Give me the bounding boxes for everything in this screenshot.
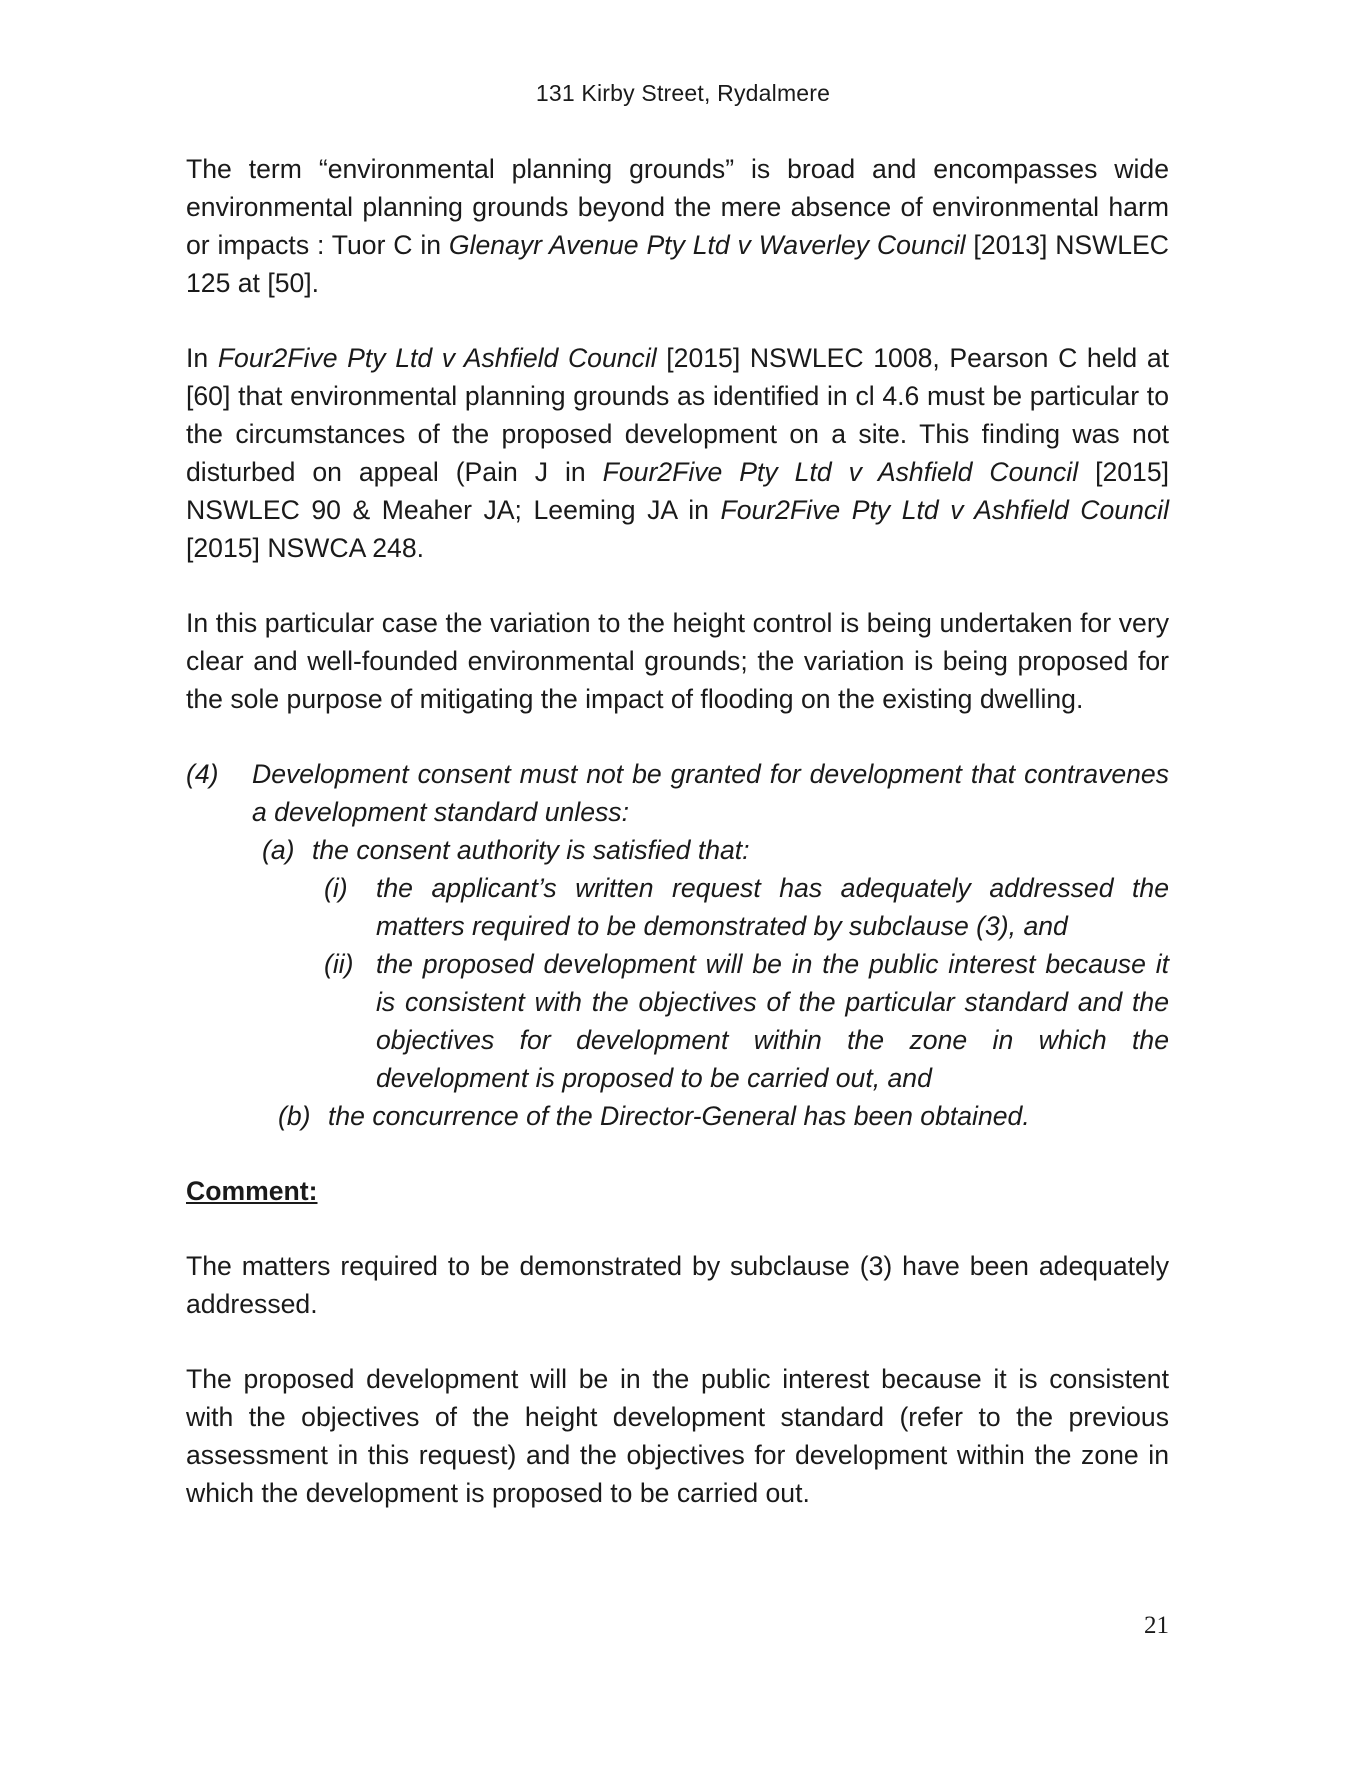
clause-4-quote: [186, 755, 1169, 1135]
paragraph-text: [2015] NSWLEC 90 & Meaher JA; Leeming JA in: [186, 457, 1170, 525]
clause-text: the concurrence of the Director-General has been obtained.: [328, 1101, 1030, 1131]
paragraph-environmental-grounds: [186, 150, 1169, 302]
clause-4: [186, 755, 1169, 831]
clause-4a-i: [324, 869, 1169, 945]
paragraph-matters-addressed: The matters required to be demonstrated by subclause (3) have been adequately addressed.: [186, 1251, 1169, 1319]
paragraph-particular-case: In this particular case the variation to the height control is being undertaken for very clear and well-founded environmental grounds; the variation is being proposed for the sole purpose of mitigating the impact of flooding on the existing dwelling.: [186, 608, 1169, 714]
paragraph-text: The term “environmental planning grounds” is broad and encompasses wide environmental planning grounds beyond the mere absence of environmental harm or impacts : Tuor C in: [186, 154, 1169, 260]
paragraph-text: [2015] NSWLEC 1008, Pearson C held at [60] that environmental planning grounds as identified in cl 4.6 must be particular to the circumstances of the proposed development on a site. This finding was not disturbed on appeal (Pain J in: [186, 343, 1170, 487]
case-citation: Four2Five Pty Ltd v Ashfield Council: [720, 495, 1169, 525]
clause-text: the applicant’s written request has adequately addressed the matters required to be demonstrated by subclause (3), and: [376, 873, 1169, 941]
case-citation: Four2Five Pty Ltd v Ashfield Council: [602, 457, 1079, 487]
clause-label: (a): [262, 835, 295, 865]
clause-4a-ii: [324, 945, 1169, 1097]
clause-label: (4): [186, 759, 219, 789]
paragraph-text: In: [186, 343, 218, 373]
clause-text: the proposed development will be in the public interest because it is consistent with the objectives of the particular standard and the objectives for development within the zone in which the development is proposed to be carried out, and: [376, 949, 1169, 1093]
paragraph-four2five: [186, 339, 1169, 567]
clause-label: (ii): [324, 949, 354, 979]
paragraph-text: [2015] NSWCA 248.: [186, 533, 424, 563]
page-number: 21: [1144, 1612, 1169, 1639]
case-citation: Glenayr Avenue Pty Ltd v Waverley Council: [448, 230, 966, 260]
document-body: [186, 150, 1169, 1549]
clause-4a: [262, 831, 1169, 869]
paragraph-text: [2013] NSWLEC 125 at [50].: [186, 230, 1169, 298]
clause-label: (b): [278, 1101, 311, 1131]
comment-heading: Comment:: [186, 1176, 318, 1206]
case-citation: Four2Five Pty Ltd v Ashfield Council: [217, 343, 657, 373]
paragraph-public-interest: The proposed development will be in the public interest because it is consistent with the objectives of the height development standard (refer to the previous assessment in this request) and the objectives for development within the zone in which the development is proposed to be carried out.: [186, 1364, 1169, 1508]
clause-4b: [278, 1097, 1169, 1135]
clause-text: the consent authority is satisfied that:: [312, 835, 750, 865]
clause-label: (i): [324, 873, 348, 903]
clause-text: Development consent must not be granted for development that contravenes a development standard unless:: [252, 759, 1169, 827]
page-header: 131 Kirby Street, Rydalmere: [535, 80, 831, 106]
